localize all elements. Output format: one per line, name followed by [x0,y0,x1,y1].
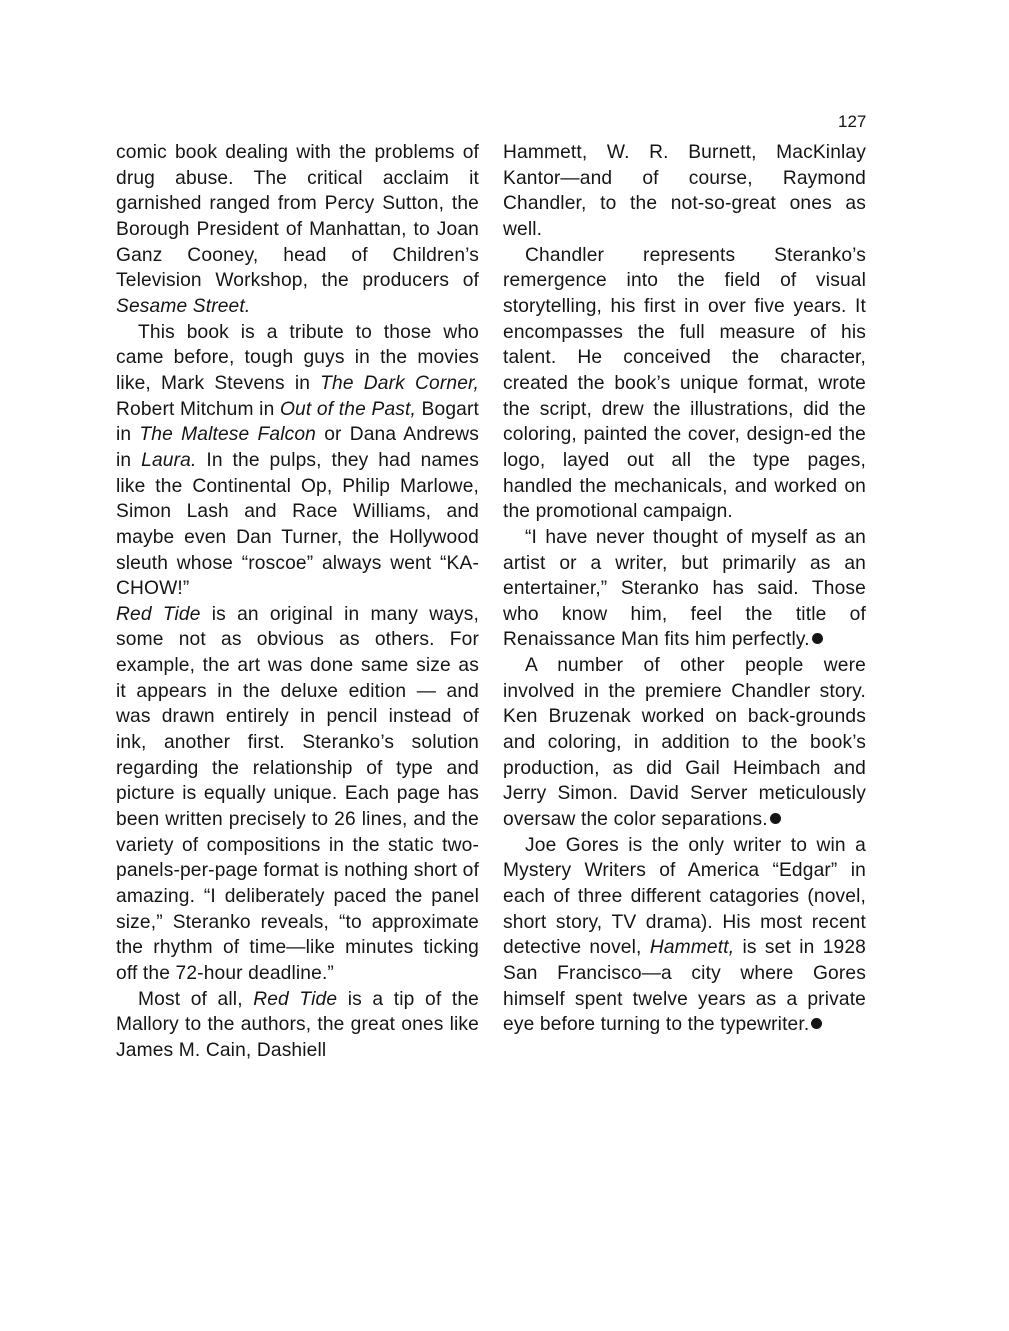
end-bullet-icon [770,813,781,824]
italic-title: The Maltese Falcon [139,424,317,446]
text: is set in 1928 San Francisco—a city where Gores himself spent twelve years as a private eye before turning to the typewriter. [503,937,866,1036]
paragraph-chandler: Chandler represents Steranko’s remergence into the field of visual storytelling, his first in over five years. It encompasses the full measure of his talent. He conceived the character, created the book’s unique format, wrote the script, drew the illustrations, did the coloring, painted the cover, design-ed the logo, layed out all the type pages, handled the mechanicals, and worked on the promotional campaign. [503,244,866,523]
text: is a tip of the Mallory to the authors, the great ones like James M. Cain, Dashiell [116,988,479,1061]
paragraph-authors-continued: Hammett, W. R. Burnett, MacKinlay Kantor—and of course, Raymond Chandler, to the not-so-great ones as well. [503,142,866,240]
right-column [503,140,866,1038]
end-bullet-icon [812,633,823,644]
end-bullet-icon [811,1018,822,1029]
page-number: 127 [838,112,867,131]
italic-title: The Dark Corner, [320,372,479,394]
text: Most of all, [138,988,254,1010]
text: A number of other people were involved in the premiere Chandler story. Ken Bruzenak worked on back-grounds and coloring, in addition to the book’s production, as did Gail Heimbach and Jerry Simon. David Server meticulously oversaw the color separations. [503,655,866,831]
paragraph-joe-gores [503,833,866,1038]
left-column [116,140,479,1064]
paragraph-original [116,602,479,987]
paragraph-tribute [116,320,479,602]
text: comic book dealing with the problems of drug abuse. The critical acclaim it garnished ranged from Percy Sutton, the Borough President of Manhattan, to Joan Ganz Cooney, head of Children’s Television Workshop, the producers of [116,142,479,292]
text: In the pulps, they had names like the Continental Op, Philip Marlowe, Simon Lash and Race Williams, and maybe even Dan Turner, the Hollywood sleuth whose “roscoe” always went “KA-CHOW!” [116,449,480,600]
italic-title: Red Tide [116,603,201,625]
text: Bogart in [116,398,479,446]
text: Robert Mitchum in [116,398,280,420]
text: This book is a tribute to those who came before, tough guys in the movies like, Mark Stevens in [116,321,479,394]
text: Joe Gores is the only writer to win a Mystery Writers of America “Edgar” in each of three different catagories (novel, short story, TV drama). His most recent detective novel, [503,834,866,959]
italic-title: Red Tide [253,988,338,1010]
italic-title: Sesame Street. [116,295,251,317]
paragraph-credits [503,653,866,833]
text: or Dana Andrews in [116,424,480,471]
paragraph-drug-abuse-comic [116,140,479,320]
italic-title: Hammett, [649,937,735,959]
paragraph-most-of-all [116,987,479,1064]
text: “I have never thought of myself as an artist or a writer, but primarily as an entertainer,” Steranko has said. Those who know him, feel the title of Renaissance Man fits him perfectly. [503,526,866,651]
text: is an original in many ways, some not as obvious as others. For example, the art was done same size as it appears in the deluxe edition — and was drawn entirely in pencil instead of ink, another first. Steranko’s solution regarding the relationship of type and picture is equally unique. Each page has been written precisely to 26 lines, and the variety of compositions in the static two-panels-per-page format is nothing short of amazing. “I deliberately paced the panel size,” Steranko reveals, “to approximate the rhythm of time—like minutes ticking off the 72-hour deadline.” [116,603,479,984]
italic-title: Out of the Past, [279,398,416,420]
italic-title: Laura. [141,449,197,471]
paragraph-entertainer-quote [503,525,866,653]
